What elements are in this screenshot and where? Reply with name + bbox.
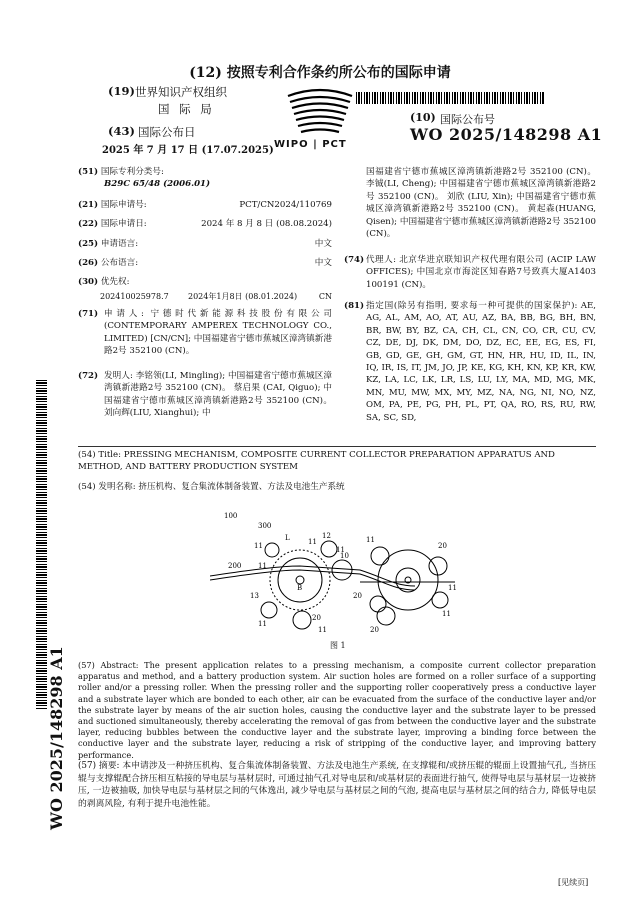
field-21: (21) 国际申请号: PCT/CN2024/110769 [78,200,332,210]
divider [78,446,596,447]
field-30: (30) 优先权: [78,277,130,287]
fig-label: 11 [366,536,375,544]
wipo-pct-text: WIPO | PCT [274,139,347,150]
document-title: (12) 按照专利合作条约所公布的国际申请 [189,65,451,81]
fig-label: 10 [340,552,349,560]
applicant-block: (71) 申请人: 宁德时代新能源科技股份有限公司 (CONTEMPORARY AMPEREX TECHNOLOGY CO., LIMITED) [CN/CN]; 中国福建省宁德市蕉城区漳湾镇新港路2号 352100 (CN)。 [78,309,332,357]
fig-label: 11 [258,562,267,570]
fig-label: 11 [442,610,451,618]
abstract-en: (57) Abstract: The present application relates to a pressing mechanism, a composite current collector preparation apparatus and method, and a battery production system. Air suction holes are formed on a roller surface of a supporting roller and/or a pressing roller. When the pressing roller and the supporting roller cooperatively press a conductive layer and a substrate layer which are bonded to each other, air can be evacuated from the surface of the conductive layer and/or the substrate layer by means of the air suction holes, causing the conductive layer and the substrate layer to be pressed and suctioned simultaneously, thereby accelerating the removal of gas from between the conductive layer and the substrate layer, reducing bubbles between the conductive layer and the substrate layer, improving a binding force between the conductive layer and the substrate layer, reducing a risk of stripping of the conductive layer, and improving battery performance. [78,660,596,760]
side-publication-number: WO 2025/148298 A1 [47,646,66,830]
figure-1-drawing [210,508,460,640]
field-22: (22) 国际申请日: 2024 年 8 月 8 日 (08.08.2024) [78,219,332,229]
fig-label: L [285,534,290,542]
barcode-icon [356,92,544,104]
code-10: (10) [410,111,436,124]
continued-note: [见续页] [558,878,589,887]
field-26: (26) 公布语言: 中文 [78,258,332,268]
organization-name: 世界知识产权组织 [135,85,227,99]
fig-label: 20 [438,542,447,550]
wipo-logo-icon [282,88,358,140]
figure-caption: 图 1 [330,641,346,650]
priority-line: 202410025978.7 2024年1月8日 (08.01.2024) CN [100,292,332,301]
fig-label: 12 [322,532,331,540]
field-25: (25) 申请语言: 中文 [78,239,332,249]
fig-label: 11 [336,546,345,554]
code-43: (43) [108,124,135,138]
fig-label: 200 [228,562,242,570]
fig-label: 20 [312,614,321,622]
fig-label: 11 [318,626,327,634]
ipc-class: B29C 65/48 (2006.01) [104,179,211,189]
fig-label: 11 [448,584,457,592]
field-51: (51) 国际专利分类号: [78,167,164,177]
pub-date-label: 国际公布日 [138,125,196,139]
publication-number: WO 2025/148298 A1 [410,125,603,144]
inventor-continued: 国福建省宁德市蕉城区漳湾镇新港路2号 352100 (CN)。 李铖(LI, Cheng); 中国福建省宁德市蕉城区漳湾镇新港路2号 352100 (CN)。 刘欣 (LIU, Xin); 中国福建省宁德市蕉城区漳湾镇新港路2号 352100 (CN)。 黄起森(HUANG, Qisen); 中国福建省宁德市蕉城区漳湾镇新港路2号 352100 (CN)。 [366,167,596,240]
code-19: (19) [108,84,135,98]
fig-label: 100 [224,512,238,520]
inventor-block: (72) 发明人: 李铭领(LI, Mingling); 中国福建省宁德市蕉城区漳湾镇新港路2号 352100 (CN)。 蔡启果 (CAI, Qiguo); 中国福建省宁德市蕉城区漳湾镇新港路2号 352100 (CN)。 刘向辉(LIU, Xianghui); 中 [78,371,332,419]
abstract-zh: (57) 摘要: 本申请涉及一种挤压机构、复合集流体制备装置、方法及电池生产系统, 在支撑辊和/或挤压辊的辊面上设置抽气孔, 当挤压辊与支撑辊配合挤压相互粘接的导电层与基材层时, 可通过抽气孔对导电层和/或基材层的表面进行抽气, 使得导电层与基材层一边被挤压, 一边被抽吸, 加快导电层与基材层之间的气体逸出, 减少导电层与基材层之间的气泡, 提高电层与基材层之间的结合力, 降低导电层的剥离风险, 有利于提升电池性能。 [78,761,596,809]
fig-label: 13 [250,592,259,600]
title-zh: (54) 发明名称: 挤压机构、复合集流体制备装置、方法及电池生产系统 [78,482,345,492]
pub-no-label: 国际公布号 [440,113,495,126]
side-barcode-icon [36,380,47,710]
fig-label: 11 [258,620,267,628]
pub-date: 2025 年 7 月 17 日 (17.07.2025) [102,145,274,156]
bibliographic-fields [78,166,332,286]
fig-label: 20 [353,592,362,600]
fig-label: 20 [370,626,379,634]
designated-states-block: (81) 指定国(除另有指明, 要求每一种可提供的国家保护): AE, AG, AL, AM, AO, AT, AU, AZ, BA, BB, BG, BH, BN, BR, BW, BY, BZ, CA, CH, CL, CN, CO, CR, CU, CV, CZ, DE, DJ, DK, DM, DO, DZ, EC, EE, EG, ES, FI, GB, GD, GE, GH, GM, GT, HN, HR, HU, ID, IL, IN, IQ, IR, IS, IT, JM, JO, JP, KE, KG, KH, KN, KP, KR, KW, KZ, LA, LC, LK, LR, LS, LU, LY, MA, MD, MG, MK, MN, MU, MW, MX, MY, MZ, NA, NG, NI, NO, NZ, OM, PA, PE, PG, PH, PL, PT, QA, RO, RS, RU, RW, SA, SC, SD, [344,301,596,423]
fig-label: 11 [308,538,317,546]
fig-label: 11 [254,542,263,550]
fig-label: 300 [258,522,272,530]
title-en: (54) Title: PRESSING MECHANISM, COMPOSITE CURRENT COLLECTOR PREPARATION APPARATUS AND METHOD, AND BATTERY PRODUCTION SYSTEM [78,450,555,472]
fig-label: B [297,584,303,592]
agent-block: (74) 代理人: 北京华进京联知识产权代理有限公司 (ACIP LAW OFFICES); 中国北京市海淀区知春路7号致真大厦A1403 100191 (CN)。 [344,255,596,290]
bureau-name: 国 际 局 [158,102,215,116]
